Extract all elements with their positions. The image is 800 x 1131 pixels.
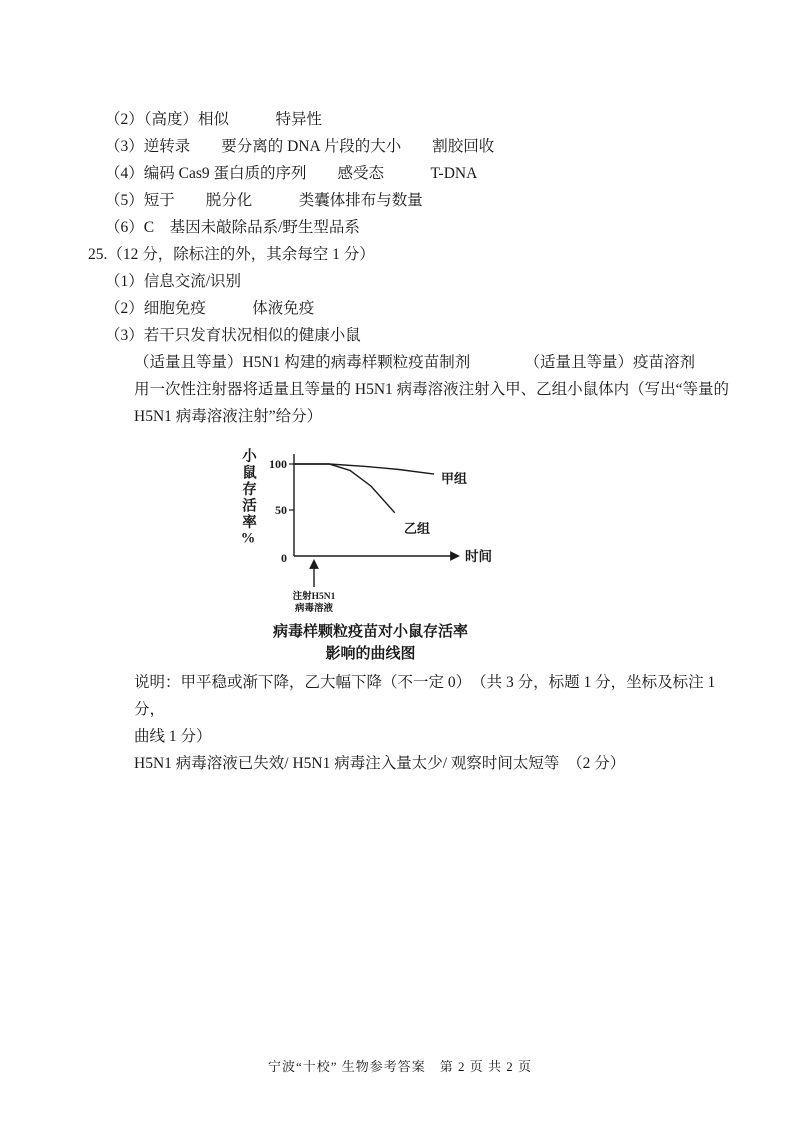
chart-title-line1: 病毒样颗粒疫苗对小鼠存活率	[272, 624, 468, 640]
series-label-jia: 甲组	[441, 471, 468, 486]
answer-line-q24-4: （4）编码 Cas9 蛋白质的序列 感受态 T-DNA	[105, 165, 478, 182]
answer-content	[88, 106, 748, 777]
grading-note-line-1: 说明：甲平稳或渐下降，乙大幅下降（不一定 0） （共 3 分，标题 1 分，坐标及标注 1 分，	[134, 674, 720, 718]
answer-paragraph-line-2: 用一次性注射器将适量且等量的 H5N1 病毒溶液注射入甲、乙组小鼠体内（写出“等量的	[134, 381, 730, 398]
answer-line-q24-6: （6）C 基因未敲除品系/野生型品系	[105, 219, 360, 236]
answer-paragraph-line-1: （适量且等量）H5N1 构建的病毒样颗粒疫苗制剂 （适量且等量）疫苗溶剂	[134, 354, 696, 371]
grading-note-line-2: 曲线 1 分）	[134, 728, 212, 745]
answer-line-q24-3: （3）逆转录 要分离的 DNA 片段的大小 割胶回收	[105, 138, 495, 155]
y-tick-100: 100	[269, 457, 287, 471]
answer-paragraph-line-3: H5N1 病毒溶液注射”给分）	[134, 408, 323, 425]
answer-line-q25-2: （2）细胞免疫 体液免疫	[105, 300, 315, 317]
injection-annotation-line1: 注射H5N1	[292, 592, 336, 602]
x-axis-label: 时间	[465, 549, 492, 564]
survival-chart-svg	[258, 436, 503, 621]
curve-group-yi	[294, 464, 395, 513]
reason-answer-line: H5N1 病毒溶液已失效/ H5N1 病毒注入量太少/ 观察时间太短等 （2 分）	[134, 755, 626, 772]
injection-annotation-line2: 病毒溶液	[294, 604, 334, 614]
y-tick-0: 0	[281, 551, 287, 565]
answer-line-q25-3: （3）若干只发育状况相似的健康小鼠	[105, 327, 361, 344]
answer-line-q25-1: （1）信息交流/识别	[105, 273, 242, 290]
survival-chart	[238, 436, 538, 665]
answer-line-q24-5: （5）短于 脱分化 类囊体排布与数量	[105, 192, 423, 209]
chart-y-axis-label: 小鼠存活率%	[240, 448, 256, 549]
series-label-yi: 乙组	[404, 521, 431, 536]
page-footer: 宁波“十校” 生物参考答案 第 2 页 共 2 页	[267, 1059, 533, 1074]
survival-chart-plot-row	[238, 436, 538, 621]
chart-title-line2: 影响的曲线图	[325, 646, 416, 662]
y-tick-50: 50	[275, 503, 287, 517]
curve-group-jia	[294, 464, 434, 474]
answer-line-q24-2: （2）（高度）相似 特异性	[105, 111, 323, 128]
question-25-header: 25.（12 分，除标注的外，其余每空 1 分）	[88, 246, 375, 263]
